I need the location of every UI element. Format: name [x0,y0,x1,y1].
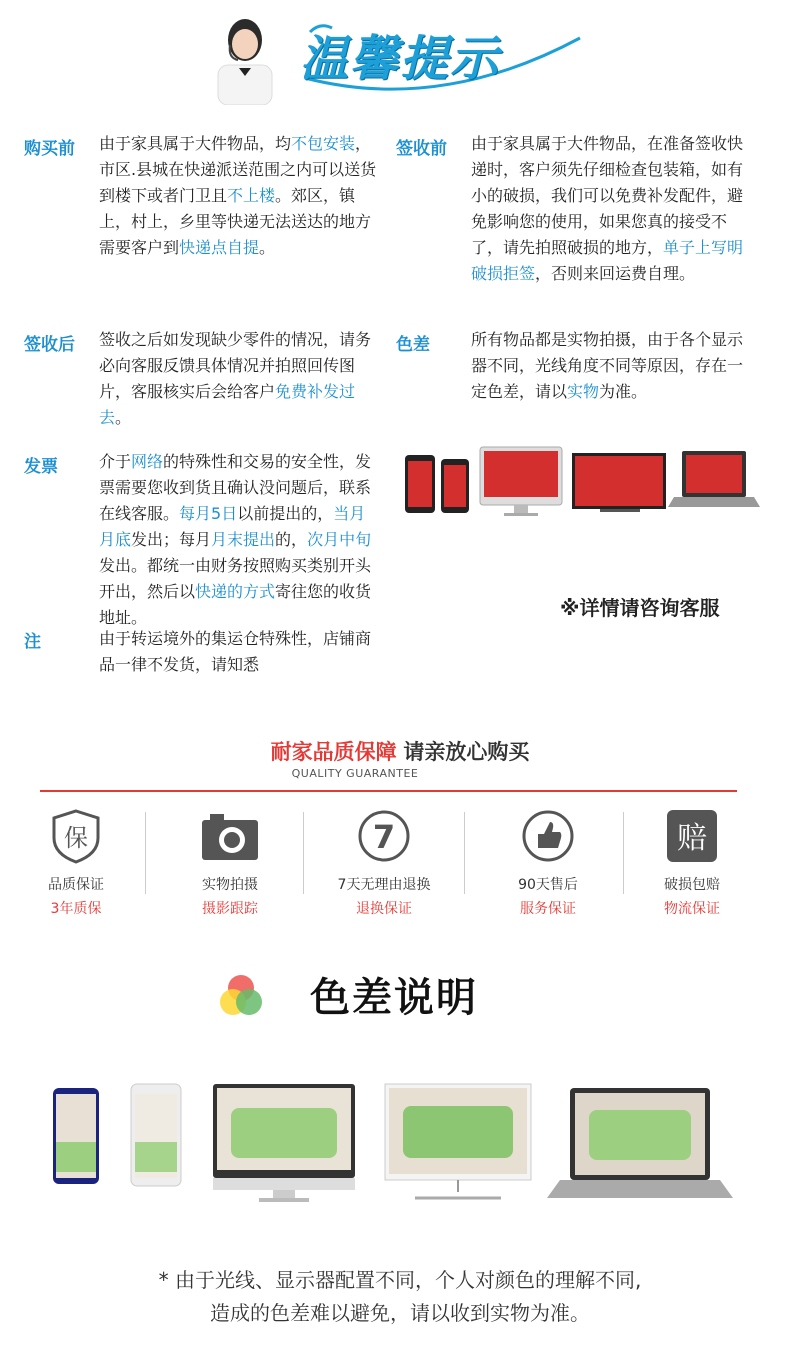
notice-text: 所有物品都是实物拍摄，由于各个显示器不同，光线角度不同等原因，存在一定色差，请以 [471,330,744,401]
guarantee-divider [464,812,465,894]
notice-label-after-signing: 签收后 [24,335,75,355]
header [0,0,800,120]
notice-text: 寄往您的收货地址。 [99,582,372,627]
compensation-icon [660,808,724,864]
consult-note: ※详情请咨询客服 [560,596,720,620]
color-difference-caption-line1: * 由于光线、显示器配置不同，个人对颜色的理解不同, [158,1268,642,1292]
guarantee-label: 破损包赔 [664,877,720,893]
quality-title-brand: 耐家品质保障 [270,740,397,764]
seven-days-icon [352,808,416,864]
guarantee-label: 7天无理由退换 [337,877,431,893]
notice-body-color-difference [471,327,751,405]
notice-text: 。 [115,408,132,427]
guarantee-label: 品质保证 [48,877,104,893]
rgb-circles-icon [215,970,267,1022]
guarantee-label: 90天售后 [518,877,578,893]
notice-text: 。郊区，镇上，村上，乡里等快递无法送达的地方需要客户到 [99,186,372,257]
page-title: 温馨提示 [300,31,501,87]
notice-text: 由于家具属于大件物品，均 [99,134,292,153]
notice-body-after-signing [99,327,379,431]
guarantee-quality [16,808,136,918]
notice-text: 签收之后如发现缺少零件的情况，请务必向客服反馈具体情况并拍照回传图片，客服核实后会给客户 [99,330,372,401]
notice-label-invoice: 发票 [24,457,58,477]
guarantee-after-sales [488,808,608,918]
notice-text: 为准。 [599,382,648,401]
quality-title-slogan: 请亲放心购买 [403,740,530,764]
highlight-text: 快递点自提 [179,238,260,257]
guarantee-sub: 退换保证 [356,901,412,917]
notice-body-note [99,626,379,678]
notice-text: ，否则来回运费自理。 [535,264,696,283]
highlight-text: 不上楼 [227,186,276,205]
devices-red-screens-image [400,445,760,520]
guarantee-divider [145,812,146,894]
guarantee-label: 实物拍摄 [202,877,258,893]
notice-text: 发出。都统一由财务按照购买类别开头开出，然后以 [99,556,372,601]
highlight-text: 月末提出 [211,530,276,549]
notice-text: 的， [275,530,308,549]
notice-text: 以前提出的， [237,504,334,523]
quality-divider [40,790,737,792]
customer-service-avatar [210,10,280,105]
notice-text: 发出；每月 [131,530,212,549]
svg-text:7: 7 [372,818,396,856]
guarantee-photo [170,808,290,918]
notice-text: 的特殊性和交易的安全性，发票需要您收到货且确认没问题后，联系在线客服。 [99,452,372,523]
notice-text: 介于 [99,452,132,471]
notice-body-before-purchase [99,131,379,261]
guarantee-sub: 3年质保 [50,901,102,917]
guarantee-damage [632,808,752,918]
svg-text:赔: 赔 [677,821,707,856]
guarantee-sub: 服务保证 [520,901,576,917]
guarantee-divider [303,812,304,894]
highlight-text: 当月月底 [99,504,366,549]
guarantee-divider [623,812,624,894]
highlight-text: 实物 [567,382,600,401]
highlight-text: 单子上写明破损拒签 [471,238,744,283]
notice-text: ，市区.县城在快递派送范围之内可以送货到楼下或者门卫且 [99,134,377,205]
quality-subtitle: QUALITY GUARANTEE [291,767,419,780]
guarantee-sub: 摄影跟踪 [202,901,258,917]
highlight-text: 不包安装 [291,134,356,153]
notice-text: 。 [259,238,276,257]
highlight-text: 网络 [131,452,164,471]
highlight-text: 免费补发过去 [99,382,356,427]
notice-label-color-difference: 色差 [396,335,430,355]
devices-green-product-image [45,1080,735,1205]
color-difference-title: 色差说明 [310,975,478,1021]
notice-label-before-signing: 签收前 [396,139,447,159]
guarantee-returns [324,808,444,918]
svg-text:保: 保 [64,824,88,852]
camera-icon [198,808,262,864]
notice-label-note: 注 [24,632,41,652]
highlight-text: 快递的方式 [195,582,276,601]
thumbs-up-icon [516,808,580,864]
quality-title [0,736,800,766]
highlight-text: 次月中旬 [307,530,372,549]
notice-label-before-purchase: 购买前 [24,139,75,159]
shield-bao-icon [44,808,108,864]
highlight-text: 每月5日 [179,504,238,523]
notice-text: 由于转运境外的集运仓特殊性，店铺商品一律不发货，请知悉 [99,629,372,674]
notice-body-invoice [99,449,379,631]
notice-text: 由于家具属于大件物品，在准备签收快递时，客户须先仔细检查包装箱，如有小的破损，我们可以免费补发配件，避免影响您的使用，如果您真的接受不了，请先拍照破损的地方， [471,134,744,257]
color-difference-caption-line2: 造成的色差难以避免，请以收到实物为准。 [210,1301,590,1325]
guarantee-sub: 物流保证 [664,901,720,917]
notice-body-before-signing [471,131,751,287]
